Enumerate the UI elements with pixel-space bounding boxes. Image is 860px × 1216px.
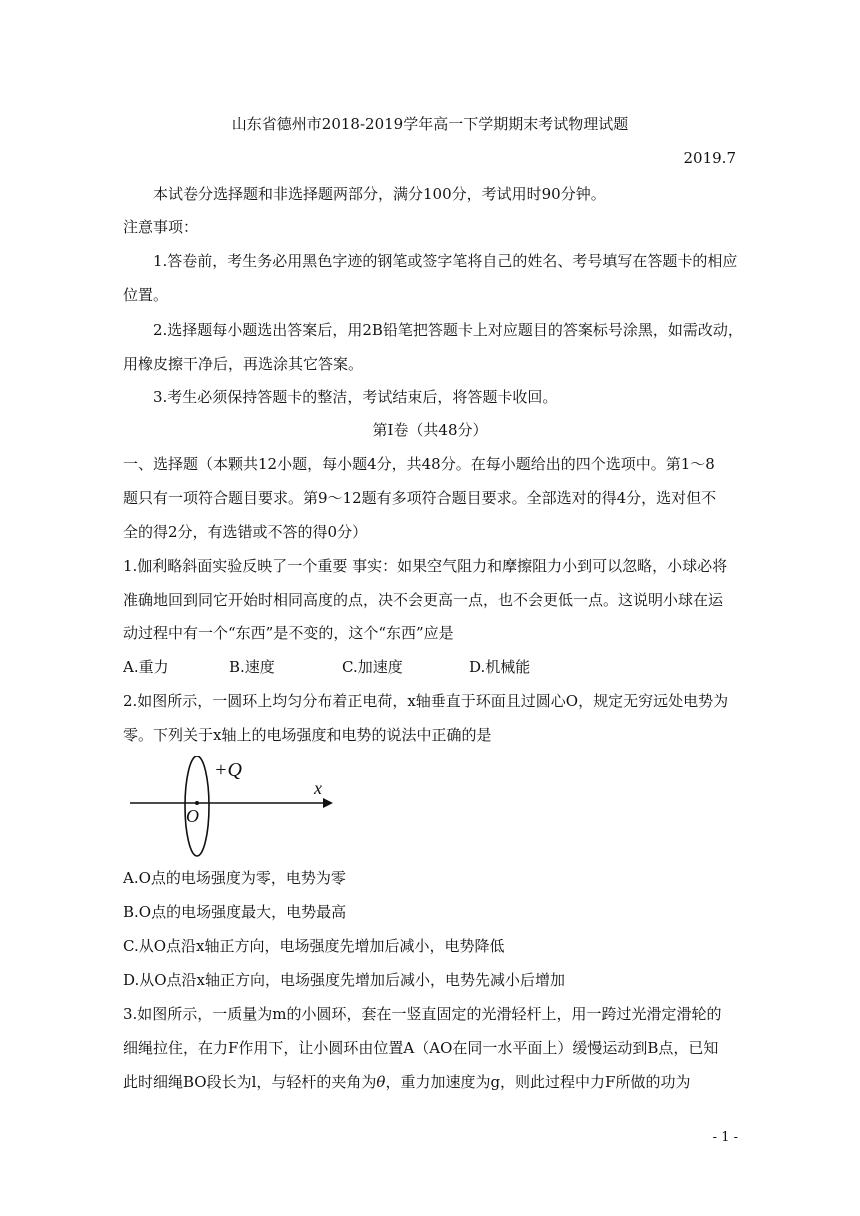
notice-3: 3.考生必须保持答题卡的整洁，考试结束后，将答题卡收回。 xyxy=(153,388,558,406)
notice-2-line-b: 用橡皮擦干净后，再选涂其它答案。 xyxy=(123,355,364,373)
document-title: 山东省德州市2018-2019学年高一下学期期末考试物理试题 xyxy=(231,115,629,133)
axis-label: x xyxy=(314,778,322,798)
q1-option-d: D.机械能 xyxy=(469,658,531,676)
q1-option-b: B.速度 xyxy=(229,658,275,676)
center-point xyxy=(195,801,199,805)
q3-line-c-post: ，重力加速度为g，则此过程中力F所做的功为 xyxy=(385,1073,691,1091)
theta-symbol: θ xyxy=(376,1073,386,1091)
notice-heading: 注意事项： xyxy=(123,218,199,236)
q3-line-c-pre: 此时细绳BO段长为l，与轻杆的夹角为 xyxy=(123,1073,377,1091)
charged-ring-diagram xyxy=(128,756,338,860)
origin-label: O xyxy=(186,806,199,826)
notice-1-line-a: 1.答卷前，考生务必用黑色字迹的钢笔或签字笔将自己的姓名、考号填写在答题卡的相应 xyxy=(153,252,738,270)
section1-line-c: 全的得2分，有选错或不答的得0分） xyxy=(123,523,368,541)
volume-title: 第Ⅰ卷（共48分） xyxy=(372,421,488,439)
q2-option-c: C.从O点沿x轴正方向，电场强度先增加后减小，电势降低 xyxy=(123,937,505,955)
q2-option-a: A.O点的电场强度为零，电势为零 xyxy=(123,869,346,887)
intro-text: 本试卷分选择题和非选择题两部分，满分100分，考试用时90分钟。 xyxy=(153,185,606,203)
exam-date: 2019.7 xyxy=(683,149,736,167)
section1-line-a: 一、选择题（本颗共12小题，每小题4分，共48分。在每小题给出的四个选项中。第1～8 xyxy=(123,455,715,473)
q3-line-c xyxy=(123,1072,690,1092)
q1-line-a: 1.伽利略斜面实验反映了一个重要 事实：如果空气阻力和摩擦阻力小到可以忽略，小球必将 xyxy=(123,557,728,575)
q1-line-c: 动过程中有一个“东西”是不变的，这个“东西”应是 xyxy=(123,624,454,642)
q2-line-b: 零。下列关于x轴上的电场强度和电势的说法中正确的是 xyxy=(123,726,492,744)
notice-2-line-a: 2.选择题每小题选出答案后，用2B铅笔把答题卡上对应题目的答案标号涂黑，如需改动， xyxy=(153,321,743,339)
q1-option-a: A.重力 xyxy=(123,658,169,676)
q2-option-b: B.O点的电场强度最大，电势最高 xyxy=(123,903,347,921)
page-number: - 1 - xyxy=(712,1130,738,1145)
q3-line-b: 细绳拉住，在力F作用下，让小圆环由位置A（AO在同一水平面上）缓慢运动到B点，已知 xyxy=(123,1039,719,1057)
q3-line-a: 3.如图所示，一质量为m的小圆环，套在一竖直固定的光滑轻杆上，用一跨过光滑定滑轮的 xyxy=(123,1005,722,1023)
q2-line-a: 2.如图所示，一圆环上均匀分布着正电荷，x轴垂直于环面且过圆心O，规定无穷远处电势为 xyxy=(123,692,729,710)
q1-line-b: 准确地回到同它开始时相同高度的点，决不会更高一点，也不会更低一点。这说明小球在运 xyxy=(123,591,724,609)
notice-1-line-b: 位置。 xyxy=(123,286,169,304)
q1-option-c: C.加速度 xyxy=(342,658,403,676)
q2-option-d: D.从O点沿x轴正方向，电场强度先增加后减小，电势先减小后增加 xyxy=(123,971,566,989)
section1-line-b: 题只有一项符合题目要求。第9～12题有多项符合题目要求。全部选对的得4分，选对但不 xyxy=(123,489,717,507)
charge-label: +Q xyxy=(214,759,242,781)
x-axis-arrowhead xyxy=(323,798,333,808)
